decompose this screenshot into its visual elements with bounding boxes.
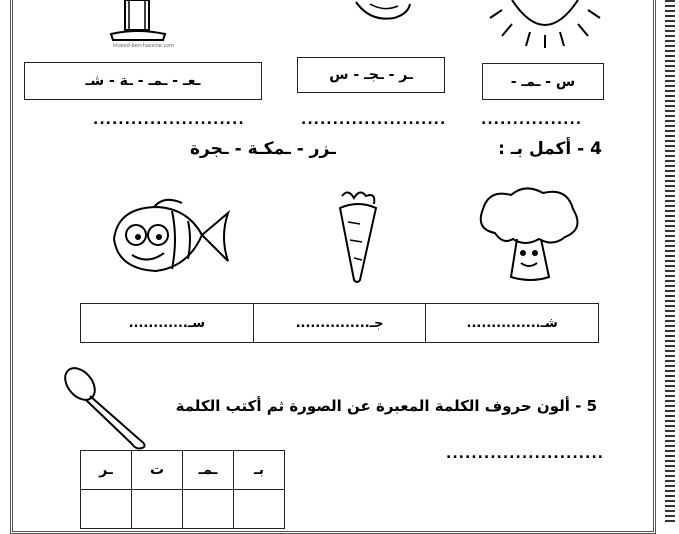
letter-cell [81,490,132,529]
word-box-right [482,63,604,100]
exercise4-items: ـزر - ـمكـة - ـجرة [190,139,336,159]
word-box-left-text: ـعـ - ـمـ - ـة - شـ [85,73,201,89]
exercise4-title: 4 - أكمل بـ : [498,139,602,159]
letter-cell [132,490,183,529]
answer-line-left: ........................ [93,112,245,128]
fish-image [108,195,233,280]
letter-cell: ـمـ [183,451,234,490]
spoon-image [62,364,152,449]
answer-line-middle: ....................... [301,112,447,128]
completion-table [80,303,599,343]
carrot-image [330,188,385,283]
letters-table [80,450,285,529]
letter-cell: بـ [234,451,285,490]
exercise5-answer-line: ......................... [446,446,604,462]
completion-cell-sheen: شـ............... [425,304,598,342]
hat-image [350,0,420,24]
word-box-middle [297,57,445,93]
letter-cell: ت [132,451,183,490]
letters-row [81,490,285,529]
binding-strip [665,0,675,525]
tower-image [105,0,185,48]
answer-line-right: ................ [481,112,583,128]
exercise5-title: 5 - ألون حروف الكلمة المعبرة عن الصورة ثم أكتب الكلمة [175,397,597,415]
sun-image [490,0,600,48]
word-box-right-text: س - ـمـ - [510,73,576,90]
completion-cell-seen: سـ............ [128,315,206,331]
watermark-text: khaled-ben-hassine.com [113,43,175,49]
letters-row [81,451,285,490]
letter-cell: ـر [81,451,132,490]
letter-cell [183,490,234,529]
completion-cell-jeem: جـ............... [253,304,426,342]
word-box-left [24,62,262,100]
broccoli-image [475,185,585,285]
letter-cell [234,490,285,529]
word-box-middle-text: ـر - ـجـ - س [329,67,413,83]
